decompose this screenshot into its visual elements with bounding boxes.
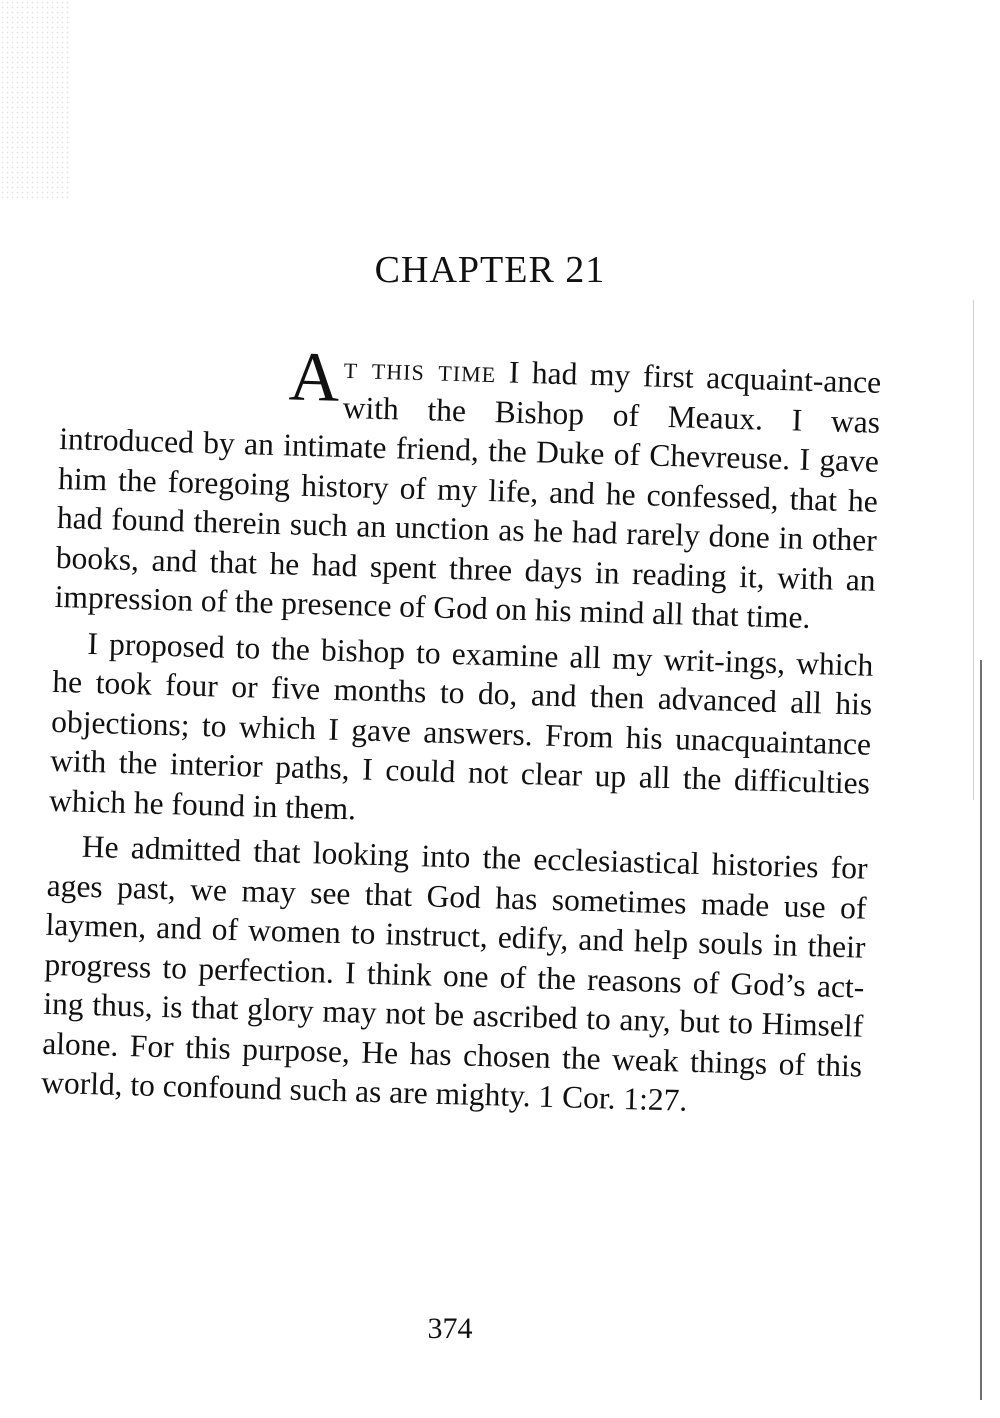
page-number: 374	[427, 1312, 473, 1345]
paragraph-1	[54, 340, 881, 639]
chapter-title: CHAPTER 21	[374, 249, 606, 291]
scan-edge-line-faint	[973, 300, 974, 800]
drop-cap: A	[287, 338, 341, 417]
paragraph-1-text: I had my first acquaint-ance with the Bishop of Meaux. I was introduced by an intimate friend, the Duke of Chevreuse. I gave him the foregoing history of my life, and he confessed, that he had found therein such an unction as he had rarely done in other books, and that he had spent three days in reading it, with an impression of the presence of God on his mind all that time.	[54, 354, 882, 635]
paragraph-3: He admitted that looking into the ecclesiastical histories for ages past, we may see that God has sometimes made use of laymen, and of women to instruct, edify, and help souls in their progress to perfection. I think one of the reasons of God’s act-ing thus, is that glory may not be ascribed to any, but to Himself alone. For this purpose, He has chosen the weak things of this world, to confound such as are mighty. 1 Cor. 1:27.	[40, 828, 869, 1118]
chapter-body	[41, 340, 882, 1125]
scan-edge-line	[980, 660, 982, 1400]
scan-noise	[0, 0, 70, 200]
paragraph-2: I proposed to the bishop to examine all my writ-ings, which he took four or five months to do, and then advanced all his objections; to which I gave answers. From his unacquaintance with the interior paths, I could not clear up all the difficulties which he found in them.	[48, 625, 874, 826]
lead-in-small-caps: t this time	[343, 349, 497, 390]
